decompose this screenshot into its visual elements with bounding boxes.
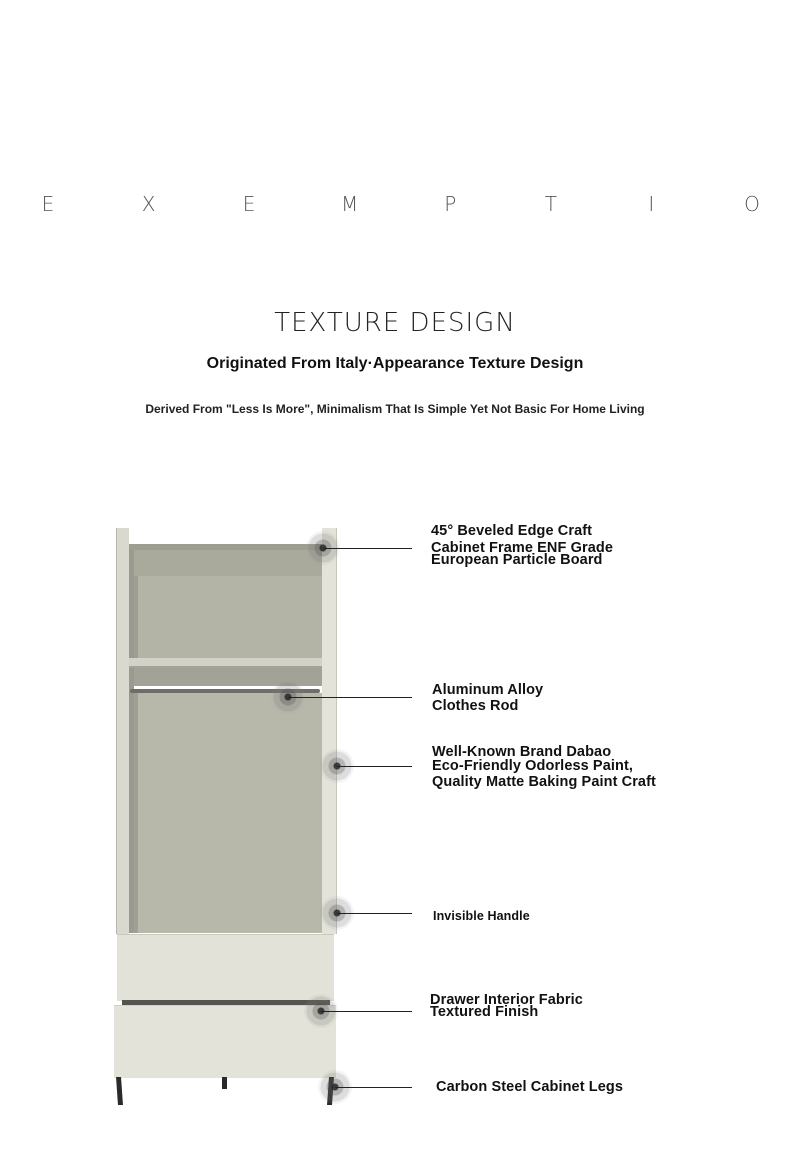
feature-line: Aluminum Alloy	[432, 682, 544, 698]
wardrobe-shelf	[128, 658, 322, 668]
feature-line: Well-Known Brand Dabao	[432, 744, 612, 760]
feature-label-clothes-rod	[432, 682, 543, 714]
brand-letter: E	[242, 192, 256, 216]
wardrobe-lower-drawer	[114, 1005, 336, 1078]
brand-letter: O	[744, 192, 760, 216]
section-subtitle: Originated From Italy·Appearance Texture Design	[206, 355, 584, 372]
wardrobe-right-side	[322, 528, 337, 934]
wardrobe-top-interior	[128, 550, 322, 576]
feature-line: Quality Matte Baking Paint Craft	[432, 774, 656, 790]
wardrobe-left-side	[116, 528, 129, 934]
wardrobe-hanging-compartment	[134, 693, 324, 933]
feature-line: Carbon Steel Cabinet Legs	[436, 1079, 624, 1095]
wardrobe-leg	[222, 1077, 227, 1089]
feature-label-paint	[432, 746, 656, 790]
callout-leader	[321, 1011, 412, 1012]
callout-leader	[323, 548, 412, 549]
brand-letter: E	[41, 192, 55, 216]
feature-label-beveled-edge	[431, 524, 613, 567]
feature-line: Invisible Handle	[433, 909, 530, 923]
feature-label-drawer-fabric	[430, 994, 583, 1018]
brand-wordmark	[30, 192, 770, 216]
brand-letter: X	[141, 192, 156, 216]
feature-line: Clothes Rod	[432, 698, 519, 714]
section-title: TEXTURE DESIGN	[274, 308, 516, 338]
brand-letter: T	[544, 192, 557, 216]
wardrobe-upper-compartment	[134, 576, 324, 658]
wardrobe-leg	[116, 1077, 123, 1105]
section-tagline: Derived From "Less Is More", Minimalism That Is Simple Yet Not Basic For Home Living	[145, 402, 645, 416]
callout-leader	[337, 913, 412, 914]
feature-line: Cabinet Frame ENF Grade	[431, 540, 613, 556]
brand-letter: P	[444, 192, 457, 216]
feature-line: Eco-Friendly Odorless Paint,	[432, 758, 634, 774]
callout-leader	[337, 766, 412, 767]
wardrobe-upper-drawer	[117, 934, 334, 1001]
wardrobe-top-panel	[128, 544, 322, 550]
feature-line: 45° Beveled Edge Craft	[431, 523, 593, 539]
feature-label-cabinet-legs	[436, 1080, 623, 1094]
feature-label-invisible-handle	[433, 909, 530, 923]
callout-leader	[288, 697, 412, 698]
brand-letter: M	[341, 192, 359, 216]
feature-line: European Particle Board	[431, 552, 603, 568]
callout-leader	[335, 1087, 412, 1088]
feature-line: Drawer Interior Fabric	[430, 992, 583, 1008]
brand-letter: I	[648, 192, 655, 216]
feature-line: Textured Finish	[430, 1004, 539, 1020]
